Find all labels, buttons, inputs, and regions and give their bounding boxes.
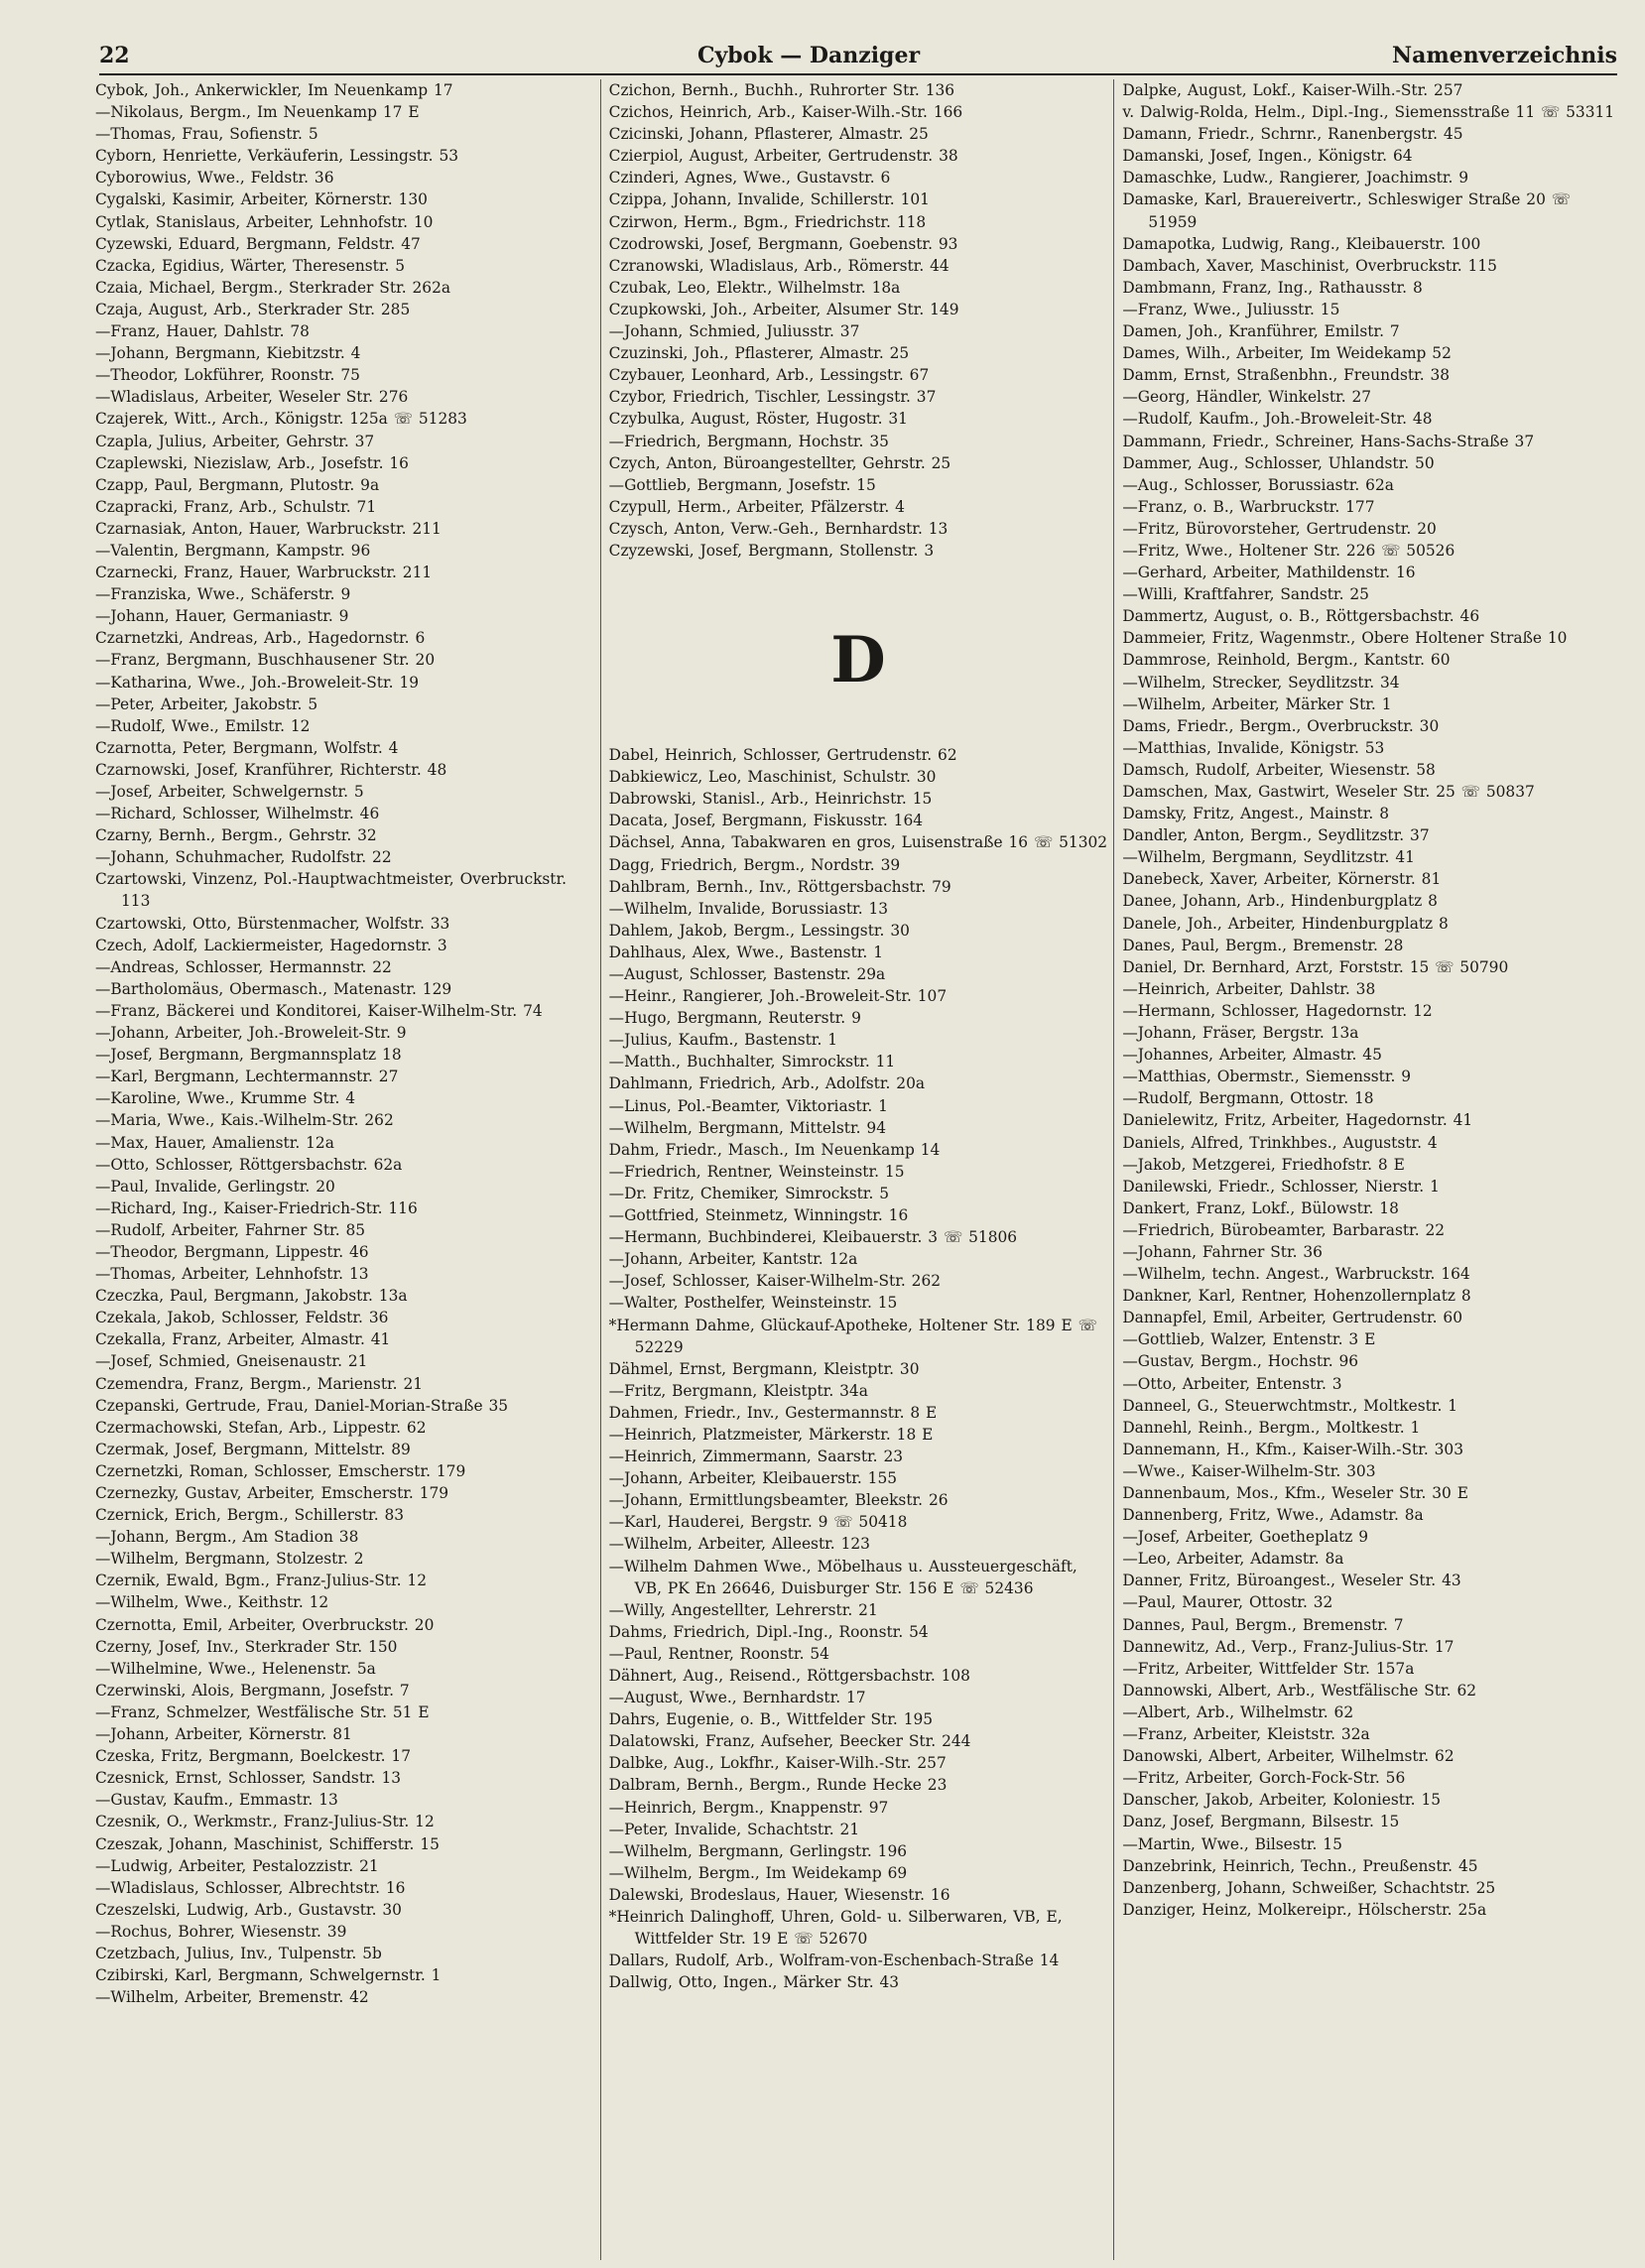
directory-entry: Czichos, Heinrich, Arb., Kaiser-Wilh.-Str. 166 <box>608 103 963 122</box>
directory-entry: —Paul, Rentner, Roonstr. 54 <box>608 1644 829 1663</box>
directory-entry: —Wilhelmine, Wwe., Helenenstr. 5a <box>95 1659 376 1678</box>
directory-entry: Czranowski, Wladislaus, Arb., Römerstr. 44 <box>608 256 949 275</box>
directory-entry: Cygalski, Kasimir, Arbeiter, Körnerstr. 130 <box>95 190 428 209</box>
directory-entry: —Jakob, Metzgerei, Friedhofstr. 8 E <box>1122 1155 1405 1174</box>
directory-entry: Czarnecki, Franz, Hauer, Warbruckstr. 211 <box>95 564 433 582</box>
directory-entry: —Gustav, Kaufm., Emmastr. 13 <box>95 1791 338 1810</box>
directory-entry: Damanski, Josef, Ingen., Königstr. 64 <box>1122 147 1413 166</box>
directory-entry: —Wilhelm, Strecker, Seydlitzstr. 34 <box>1122 673 1400 692</box>
directory-entry: —Katharina, Wwe., Joh.-Broweleit-Str. 19 <box>95 673 420 692</box>
page-number: 22 <box>99 43 130 68</box>
directory-entry: Czarnowski, Josef, Kranführer, Richterstr. 48 <box>95 760 447 779</box>
directory-entry: Czybauer, Leonhard, Arb., Lessingstr. 67 <box>608 366 930 385</box>
directory-entry: Czermachowski, Stefan, Arb., Lippestr. 62 <box>95 1418 427 1437</box>
directory-entry: Dalewski, Brodeslaus, Hauer, Wiesenstr. 16 <box>608 1885 950 1904</box>
directory-entry: —Josef, Bergmann, Bergmannsplatz 18 <box>95 1046 402 1065</box>
directory-entry: Cybok, Joh., Ankerwickler, Im Neuenkamp 17 <box>95 81 453 99</box>
directory-entry: Dahlmann, Friedrich, Arb., Adolfstr. 20a <box>608 1074 926 1093</box>
directory-entry: —Johann, Arbeiter, Joh.-Broweleit-Str. 9 <box>95 1024 407 1043</box>
directory-entry: —Karl, Hauderei, Bergstr. 9 ☏ 50418 <box>608 1513 908 1532</box>
directory-entry: —Franz, o. B., Warbruckstr. 177 <box>1122 497 1375 516</box>
directory-entry: —Friedrich, Bürobeamter, Barbarastr. 22 <box>1122 1220 1446 1239</box>
directory-entry: Czerny, Josef, Inv., Sterkrader Str. 150 <box>95 1637 398 1656</box>
directory-entry: Dannes, Paul, Bergm., Bremenstr. 7 <box>1122 1615 1404 1634</box>
directory-entry: Daniel, Dr. Bernhard, Arzt, Forststr. 15 ☏ 50790 <box>1122 957 1509 976</box>
directory-entry: Czirwon, Herm., Bgm., Friedrichstr. 118 <box>608 212 927 231</box>
directory-entry: —Johann, Fräser, Bergstr. 13a <box>1122 1024 1359 1043</box>
directory-entry: —Johann, Schuhmacher, Rudolfstr. 22 <box>95 848 392 867</box>
directory-entry: Czeska, Fritz, Bergmann, Boelckestr. 17 <box>95 1747 411 1766</box>
directory-entry: Danele, Joh., Arbeiter, Hindenburgplatz 8 <box>1122 914 1449 933</box>
directory-entry: —Otto, Arbeiter, Entenstr. 3 <box>1122 1374 1342 1393</box>
directory-entry: Dannehl, Reinh., Bergm., Moltkestr. 1 <box>1122 1418 1421 1437</box>
directory-entry: —Thomas, Arbeiter, Lehnhofstr. 13 <box>95 1265 369 1284</box>
directory-entry: Dahlhaus, Alex, Wwe., Bastenstr. 1 <box>608 943 884 961</box>
directory-entry: —Paul, Maurer, Ottostr. 32 <box>1122 1593 1333 1612</box>
directory-entry: Cyborowius, Wwe., Feldstr. 36 <box>95 169 334 188</box>
directory-entry: —Ludwig, Arbeiter, Pestalozzistr. 21 <box>95 1856 379 1875</box>
directory-entry: Dalbram, Bernh., Bergm., Runde Hecke 23 <box>608 1776 948 1795</box>
directory-entry: —Gustav, Bergm., Hochstr. 96 <box>1122 1352 1359 1371</box>
directory-entry: Czarnasiak, Anton, Hauer, Warbruckstr. 211 <box>95 519 442 538</box>
directory-entry: —Johann, Arbeiter, Kantstr. 12a <box>608 1250 858 1269</box>
name-range: Cybok — Danziger <box>696 43 921 68</box>
directory-entry: —Johann, Arbeiter, Körnerstr. 81 <box>95 1725 352 1744</box>
directory-entry: —Wilhelm, techn. Angest., Warbruckstr. 164 <box>1122 1265 1470 1284</box>
directory-entry: —Walter, Posthelfer, Weinsteinstr. 15 <box>608 1294 898 1313</box>
directory-entry: Danee, Johann, Arb., Hindenburgplatz 8 <box>1122 892 1438 911</box>
directory-entry: Czinderi, Agnes, Wwe., Gustavstr. 6 <box>608 169 891 188</box>
directory-entry: Czesnik, O., Werkmstr., Franz-Julius-Str. 12 <box>95 1813 435 1831</box>
directory-entry: Czeszelski, Ludwig, Arb., Gustavstr. 30 <box>95 1900 402 1919</box>
directory-entry: Cyzewski, Eduard, Bergmann, Feldstr. 47 <box>95 234 421 253</box>
directory-entry: —Fritz, Bürovorsteher, Gertrudenstr. 20 <box>1122 519 1437 538</box>
directory-entry: —August, Wwe., Bernhardstr. 17 <box>608 1689 866 1707</box>
directory-entry: Dambmann, Franz, Ing., Rathausstr. 8 <box>1122 278 1423 297</box>
directory-entry: Damaschke, Ludw., Rangierer, Joachimstr. 9 <box>1122 169 1469 188</box>
directory-entry: —Georg, Händler, Winkelstr. 27 <box>1122 388 1372 407</box>
directory-entry: —Andreas, Schlosser, Hermannstr. 22 <box>95 957 392 976</box>
directory-entry: —Gottfried, Steinmetz, Winningstr. 16 <box>608 1206 909 1225</box>
directory-entry: —Wladislaus, Schlosser, Albrechtstr. 16 <box>95 1878 406 1897</box>
directory-entry: —Paul, Invalide, Gerlingstr. 20 <box>95 1177 335 1196</box>
directory-entry: Czapracki, Franz, Arb., Schulstr. 71 <box>95 497 377 516</box>
directory-entry: —Franz, Schmelzer, Westfälische Str. 51 E <box>95 1702 430 1721</box>
directory-entry: Czicinski, Johann, Pflasterer, Almastr. 25 <box>608 125 929 144</box>
directory-entry: —Hermann, Buchbinderei, Kleibauerstr. 3 ☏ 51806 <box>608 1228 1018 1247</box>
directory-entry: Dahlem, Jakob, Bergm., Lessingstr. 30 <box>608 921 910 940</box>
directory-entry: —Theodor, Lokführer, Roonstr. 75 <box>95 366 360 385</box>
directory-entry: Czupkowski, Joh., Arbeiter, Alsumer Str. 149 <box>608 300 959 318</box>
directory-entry: —Hermann, Schlosser, Hagedornstr. 12 <box>1122 1001 1433 1020</box>
directory-entry: —Leo, Arbeiter, Adamstr. 8a <box>1122 1550 1344 1569</box>
directory-entry: Czekala, Jakob, Schlosser, Feldstr. 36 <box>95 1309 389 1327</box>
directory-entry: —Wilhelm, Arbeiter, Alleestr. 123 <box>608 1535 870 1554</box>
directory-entry: Czapp, Paul, Bergmann, Plutostr. 9a <box>95 475 380 494</box>
directory-entry: Czippa, Johann, Invalide, Schillerstr. 101 <box>608 190 930 209</box>
directory-entry: —Fritz, Bergmann, Kleistptr. 34a <box>608 1381 868 1400</box>
directory-entry: —Josef, Arbeiter, Goetheplatz 9 <box>1122 1528 1369 1547</box>
directory-entry: —Peter, Arbeiter, Jakobstr. 5 <box>95 694 318 713</box>
directory-entry: —Fritz, Arbeiter, Wittfelder Str. 157a <box>1122 1659 1415 1678</box>
directory-entry: —Julius, Kaufm., Bastenstr. 1 <box>608 1031 838 1050</box>
directory-entry: —Richard, Ing., Kaiser-Friedrich-Str. 116 <box>95 1198 418 1217</box>
directory-entry: —Peter, Invalide, Schachtstr. 21 <box>608 1820 860 1838</box>
directory-entry: —Dr. Fritz, Chemiker, Simrockstr. 5 <box>608 1184 890 1202</box>
directory-entry: Dannapfel, Emil, Arbeiter, Gertrudenstr. 60 <box>1122 1309 1462 1327</box>
directory-entry: —Max, Hauer, Amalienstr. 12a <box>95 1133 334 1152</box>
directory-entry: Dannenberg, Fritz, Wwe., Adamstr. 8a <box>1122 1506 1424 1525</box>
directory-entry: Dagg, Friedrich, Bergm., Nordstr. 39 <box>608 855 901 874</box>
directory-entry: —Wwe., Kaiser-Wilhelm-Str. 303 <box>1122 1461 1376 1480</box>
directory-entry: —Bartholomäus, Obermasch., Matenastr. 129 <box>95 979 452 998</box>
directory-entry: Czierpiol, August, Arbeiter, Gertrudenstr. 38 <box>608 147 958 166</box>
directory-entry: —Franziska, Wwe., Schäferstr. 9 <box>95 585 351 604</box>
directory-entry: —Franz, Hauer, Dahlstr. 78 <box>95 322 310 341</box>
directory-entry: —Richard, Schlosser, Wilhelmstr. 46 <box>95 805 380 823</box>
directory-entry: —Heinrich, Bergm., Knappenstr. 97 <box>608 1798 889 1817</box>
directory-entry: —Rudolf, Kaufm., Joh.-Broweleit-Str. 48 <box>1122 410 1433 429</box>
directory-entry: Czeszak, Johann, Maschinist, Schifferstr. 15 <box>95 1834 440 1853</box>
directory-entry: Damschen, Max, Gastwirt, Weseler Str. 25 ☏ 50837 <box>1122 783 1535 801</box>
section-letter: D <box>830 623 886 698</box>
directory-entry: Dambach, Xaver, Maschinist, Overbruckstr. 115 <box>1122 256 1497 275</box>
directory-entry: —Otto, Schlosser, Röttgersbachstr. 62a <box>95 1155 403 1174</box>
directory-entry: Damapotka, Ludwig, Rang., Kleibauerstr. 100 <box>1122 234 1481 253</box>
directory-entry: —Willi, Kraftfahrer, Sandstr. 25 <box>1122 585 1369 604</box>
directory-entry: Czyzewski, Josef, Bergmann, Stollenstr. 3 <box>608 541 935 560</box>
directory-entry: Czermak, Josef, Bergmann, Mittelstr. 89 <box>95 1440 411 1458</box>
directory-entry: Dähnert, Aug., Reisend., Röttgersbachstr. 108 <box>608 1667 970 1685</box>
directory-entry: Dahmen, Friedr., Inv., Gestermannstr. 8 E <box>608 1403 938 1422</box>
directory-entry: —Johann, Bergm., Am Stadion 38 <box>95 1528 359 1547</box>
directory-entry: —Maria, Wwe., Kais.-Wilhelm-Str. 262 <box>95 1111 394 1130</box>
directory-entry: Czepanski, Gertrude, Frau, Daniel-Morian-Straße 35 <box>95 1396 509 1415</box>
directory-entry: Czypull, Herm., Arbeiter, Pfälzerstr. 4 <box>608 497 905 516</box>
directory-entry: Dahms, Friedrich, Dipl.-Ing., Roonstr. 54 <box>608 1622 929 1641</box>
directory-entry: —Friedrich, Rentner, Weinsteinstr. 15 <box>608 1162 905 1181</box>
section-title: Namenverzeichnis <box>1392 43 1617 68</box>
directory-entry: v. Dalwig-Rolda, Helm., Dipl.-Ing., Siemensstraße 11 ☏ 53311 <box>1122 103 1615 122</box>
directory-entry: Dallwig, Otto, Ingen., Märker Str. 43 <box>608 1973 900 1992</box>
directory-entry: Dammer, Aug., Schlosser, Uhlandstr. 50 <box>1122 453 1435 472</box>
directory-entry: —Karoline, Wwe., Krumme Str. 4 <box>95 1089 356 1108</box>
directory-entry: Danowski, Albert, Arbeiter, Wilhelmstr. 62 <box>1122 1747 1455 1766</box>
directory-entry: Damann, Friedr., Schrnr., Ranenbergstr. 45 <box>1122 125 1463 144</box>
directory-entry: —Wilhelm, Invalide, Borussiastr. 13 <box>608 899 889 918</box>
directory-entry: Czernetzki, Roman, Schlosser, Emscherstr. 179 <box>95 1461 466 1480</box>
directory-entry: —Willy, Angestellter, Lehrerstr. 21 <box>608 1600 878 1619</box>
directory-entry: Danscher, Jakob, Arbeiter, Koloniestr. 15 <box>1122 1791 1442 1810</box>
directory-entry: Czekalla, Franz, Arbeiter, Almastr. 41 <box>95 1330 391 1349</box>
directory-entry: Dalpke, August, Lokf., Kaiser-Wilh.-Str. 257 <box>1122 81 1463 99</box>
directory-entry: —Rudolf, Wwe., Emilstr. 12 <box>95 716 311 735</box>
directory-entry: —Josef, Arbeiter, Schwelgernstr. 5 <box>95 783 364 801</box>
directory-entry: —Albert, Arb., Wilhelmstr. 62 <box>1122 1702 1354 1721</box>
directory-entry: —August, Schlosser, Bastenstr. 29a <box>608 965 886 983</box>
directory-entry: *Hermann Dahme, Glückauf-Apotheke, Holtener Str. 189 E ☏ 52229 <box>608 1316 1097 1356</box>
directory-entry: —Wilhelm, Arbeiter, Bremenstr. 42 <box>95 1988 369 2007</box>
directory-entry: Czybulka, August, Röster, Hugostr. 31 <box>608 410 908 429</box>
directory-entry: *Heinrich Dalinghoff, Uhren, Gold- u. Silberwaren, VB, E, Wittfelder Str. 19 E ☏ 52670 <box>608 1908 1063 1949</box>
directory-entry: —Friedrich, Bergmann, Hochstr. 35 <box>608 432 889 450</box>
directory-entry: Czuzinski, Joh., Pflasterer, Almastr. 25 <box>608 344 910 363</box>
directory-entry: Czybor, Friedrich, Tischler, Lessingstr. 37 <box>608 388 937 407</box>
directory-entry: —Johann, Fahrner Str. 36 <box>1122 1242 1323 1261</box>
directory-entry: Danes, Paul, Bergm., Bremenstr. 28 <box>1122 936 1404 954</box>
directory-entry: Dammertz, August, o. B., Röttgersbachstr. 46 <box>1122 607 1480 626</box>
directory-entry: Danz, Josef, Bergmann, Bilsestr. 15 <box>1122 1813 1400 1831</box>
directory-entry: —Wilhelm, Bergmann, Mittelstr. 94 <box>608 1118 886 1137</box>
directory-entry: Dacata, Josef, Bergmann, Fiskusstr. 164 <box>608 812 924 830</box>
directory-entry: Damsch, Rudolf, Arbeiter, Wiesenstr. 58 <box>1122 760 1436 779</box>
directory-entry: Dahlbram, Bernh., Inv., Röttgersbachstr. 79 <box>608 877 951 896</box>
column-2 <box>600 79 1108 2260</box>
directory-entry: —Aug., Schlosser, Borussiastr. 62a <box>1122 475 1394 494</box>
directory-entry: Danilewski, Friedr., Schlosser, Nierstr. 1 <box>1122 1177 1440 1196</box>
directory-entry: Czemendra, Franz, Bergm., Marienstr. 21 <box>95 1374 424 1393</box>
directory-entry: Dalatowski, Franz, Aufseher, Beecker Str. 244 <box>608 1732 971 1751</box>
directory-entry: Dannewitz, Ad., Verp., Franz-Julius-Str. 17 <box>1122 1637 1455 1656</box>
column-1 <box>95 79 594 2260</box>
directory-entry: Czarnetzki, Andreas, Arb., Hagedornstr. 6 <box>95 629 426 648</box>
directory-entry: Czaplewski, Niezislaw, Arb., Josefstr. 16 <box>95 453 409 472</box>
directory-entry: Danziger, Heinz, Molkereipr., Hölscherstr. 25a <box>1122 1900 1487 1919</box>
directory-entry: Dankert, Franz, Lokf., Bülowstr. 18 <box>1122 1198 1399 1217</box>
directory-entry: —Wilhelm Dahmen Wwe., Möbelhaus u. Aussteuergeschäft, VB, PK En 26646, Duisburger Str. 156 E ☏ 52436 <box>608 1557 1077 1597</box>
directory-entry: Daniels, Alfred, Trinkhbes., Auguststr. 4 <box>1122 1133 1438 1152</box>
directory-entry: Dannemann, H., Kfm., Kaiser-Wilh.-Str. 303 <box>1122 1440 1464 1458</box>
directory-entry: Dähmel, Ernst, Bergmann, Kleistptr. 30 <box>608 1359 920 1378</box>
column-2-c-entries <box>609 79 1108 562</box>
directory-entry: —Gottlieb, Walzer, Entenstr. 3 E <box>1122 1330 1376 1349</box>
directory-entry: Damen, Joh., Kranführer, Emilstr. 7 <box>1122 322 1400 341</box>
directory-entry: —Johann, Ermittlungsbeamter, Bleekstr. 26 <box>608 1491 949 1510</box>
directory-entry: Dalbke, Aug., Lokfhr., Kaiser-Wilh.-Str. 257 <box>608 1754 947 1773</box>
directory-entry: Cyborn, Henriette, Verkäuferin, Lessingstr. 53 <box>95 147 459 166</box>
directory-entry: Czarnotta, Peter, Bergmann, Wolfstr. 4 <box>95 738 399 757</box>
directory-entry: Dandler, Anton, Bergm., Seydlitzstr. 37 <box>1122 826 1430 845</box>
directory-entry: Dahrs, Eugenie, o. B., Wittfelder Str. 195 <box>608 1710 934 1729</box>
directory-entry: Danzebrink, Heinrich, Techn., Preußenstr. 45 <box>1122 1856 1478 1875</box>
directory-entry: —Gerhard, Arbeiter, Mathildenstr. 16 <box>1122 564 1416 582</box>
directory-entry: —Heinrich, Platzmeister, Märkerstr. 18 E <box>608 1425 934 1444</box>
directory-entry: Czeczka, Paul, Bergmann, Jakobstr. 13a <box>95 1287 408 1306</box>
directory-entry: —Rochus, Bohrer, Wiesenstr. 39 <box>95 1922 347 1941</box>
directory-entry: —Josef, Schlosser, Kaiser-Wilhelm-Str. 262 <box>608 1272 942 1291</box>
directory-entry: —Theodor, Bergmann, Lippestr. 46 <box>95 1242 369 1261</box>
directory-entry: —Wilhelm, Arbeiter, Märker Str. 1 <box>1122 694 1392 713</box>
directory-entry: Danner, Fritz, Büroangest., Weseler Str. 43 <box>1122 1572 1461 1590</box>
directory-entry: —Karl, Bergmann, Lechtermannstr. 27 <box>95 1068 399 1086</box>
directory-entry: Dammann, Friedr., Schreiner, Hans-Sachs-Straße 37 <box>1122 432 1535 450</box>
directory-entry: —Josef, Schmied, Gneisenaustr. 21 <box>95 1352 368 1371</box>
directory-entry: —Matth., Buchhalter, Simrockstr. 11 <box>608 1053 896 1071</box>
directory-entry: Czernick, Erich, Bergm., Schillerstr. 83 <box>95 1506 405 1525</box>
directory-entry: —Rudolf, Arbeiter, Fahrner Str. 85 <box>95 1220 366 1239</box>
directory-entry: Czubak, Leo, Elektr., Wilhelmstr. 18a <box>608 278 901 297</box>
directory-entry: Cytlak, Stanislaus, Arbeiter, Lehnhofstr. 10 <box>95 212 434 231</box>
directory-entry: Dames, Wilh., Arbeiter, Im Weidekamp 52 <box>1122 344 1452 363</box>
directory-entry: —Matthias, Obermstr., Siemensstr. 9 <box>1122 1068 1412 1086</box>
directory-entry: Dammrose, Reinhold, Bergm., Kantstr. 60 <box>1122 651 1451 670</box>
directory-entry: Dächsel, Anna, Tabakwaren en gros, Luisenstraße 16 ☏ 51302 <box>608 833 1108 852</box>
directory-entry: Dahm, Friedr., Masch., Im Neuenkamp 14 <box>608 1140 941 1159</box>
directory-entry: —Nikolaus, Bergm., Im Neuenkamp 17 E <box>95 103 420 122</box>
directory-entry: —Wilhelm, Bergmann, Seydlitzstr. 41 <box>1122 848 1415 867</box>
column-3 <box>1113 79 1621 2260</box>
directory-columns <box>95 79 1621 2260</box>
directory-entry: —Wilhelm, Bergmann, Gerlingstr. 196 <box>608 1841 908 1860</box>
directory-entry: Czarny, Bernh., Bergm., Gehrstr. 32 <box>95 826 377 845</box>
directory-entry: —Johannes, Arbeiter, Almastr. 45 <box>1122 1046 1382 1065</box>
directory-entry: —Johann, Arbeiter, Kleibauerstr. 155 <box>608 1469 898 1488</box>
directory-entry: —Johann, Hauer, Germaniastr. 9 <box>95 607 349 626</box>
directory-entry: —Johann, Bergmann, Kiebitzstr. 4 <box>95 344 361 363</box>
directory-entry: Czartowski, Vinzenz, Pol.-Hauptwachtmeister, Overbruckstr. 113 <box>95 870 568 911</box>
directory-entry: Czetzbach, Julius, Inv., Tulpenstr. 5b <box>95 1944 382 1962</box>
directory-entry: —Matthias, Invalide, Königstr. 53 <box>1122 738 1385 757</box>
directory-entry: Czibirski, Karl, Bergmann, Schwelgernstr. 1 <box>95 1966 442 1985</box>
directory-entry: Dams, Friedr., Bergm., Overbruckstr. 30 <box>1122 716 1440 735</box>
directory-entry: Czaia, Michael, Bergm., Sterkrader Str. 262a <box>95 278 451 297</box>
directory-entry: —Hugo, Bergmann, Reuterstr. 9 <box>608 1009 861 1028</box>
directory-entry: Czech, Adolf, Lackiermeister, Hagedornstr. 3 <box>95 936 447 954</box>
directory-entry: —Gottlieb, Bergmann, Josefstr. 15 <box>608 475 876 494</box>
directory-entry: —Johann, Schmied, Juliusstr. 37 <box>608 322 860 341</box>
directory-entry: Czerwinski, Alois, Bergmann, Josefstr. 7 <box>95 1681 410 1700</box>
directory-entry: Czernezky, Gustav, Arbeiter, Emscherstr. 179 <box>95 1484 449 1502</box>
directory-entry: —Heinr., Rangierer, Joh.-Broweleit-Str. 107 <box>608 987 948 1006</box>
directory-entry: Czapla, Julius, Arbeiter, Gehrstr. 37 <box>95 432 375 450</box>
directory-entry: Danneel, G., Steuerwchtmstr., Moltkestr. 1 <box>1122 1396 1458 1415</box>
directory-entry: —Rudolf, Bergmann, Ottostr. 18 <box>1122 1089 1374 1108</box>
directory-entry: Dannowski, Albert, Arb., Westfälische Str. 62 <box>1122 1681 1477 1700</box>
directory-entry: Czichon, Bernh., Buchh., Ruhrorter Str. 136 <box>608 81 955 99</box>
directory-entry: Damsky, Fritz, Angest., Mainstr. 8 <box>1122 805 1389 823</box>
directory-entry: —Heinrich, Arbeiter, Dahlstr. 38 <box>1122 979 1376 998</box>
directory-entry: Czaja, August, Arb., Sterkrader Str. 285 <box>95 300 411 318</box>
directory-entry: Czartowski, Otto, Bürstenmacher, Wolfstr. 33 <box>95 914 450 933</box>
directory-entry: Czajerek, Witt., Arch., Königstr. 125a ☏ 51283 <box>95 410 467 429</box>
column-2-d-entries <box>609 744 1108 1993</box>
directory-entry: —Fritz, Arbeiter, Gorch-Fock-Str. 56 <box>1122 1769 1406 1788</box>
directory-entry: Danielewitz, Fritz, Arbeiter, Hagedornstr. 41 <box>1122 1111 1473 1130</box>
directory-entry: Danebeck, Xaver, Arbeiter, Körnerstr. 81 <box>1122 870 1442 889</box>
directory-entry: Czacka, Egidius, Wärter, Theresenstr. 5 <box>95 256 406 275</box>
directory-entry: —Valentin, Bergmann, Kampstr. 96 <box>95 541 371 560</box>
directory-entry: —Franz, Wwe., Juliusstr. 15 <box>1122 300 1340 318</box>
directory-entry: Dankner, Karl, Rentner, Hohenzollernplatz 8 <box>1122 1287 1471 1306</box>
directory-entry: Czernik, Ewald, Bgm., Franz-Julius-Str. 12 <box>95 1572 428 1590</box>
directory-entry: Czodrowski, Josef, Bergmann, Goebenstr. 93 <box>608 234 958 253</box>
directory-entry: —Wilhelm, Wwe., Keithstr. 12 <box>95 1593 329 1612</box>
directory-entry: —Wilhelm, Bergm., Im Weidekamp 69 <box>608 1863 908 1882</box>
directory-entry: Damaske, Karl, Brauereivertr., Schleswiger Straße 20 ☏ 51959 <box>1122 190 1571 231</box>
directory-entry: Dabkiewicz, Leo, Maschinist, Schulstr. 30 <box>608 768 937 787</box>
directory-entry: Dabel, Heinrich, Schlosser, Gertrudenstr. 62 <box>608 746 957 765</box>
directory-entry: Czesnick, Ernst, Schlosser, Sandstr. 13 <box>95 1769 402 1788</box>
directory-entry: —Martin, Wwe., Bilsestr. 15 <box>1122 1834 1342 1853</box>
directory-entry: —Franz, Bergmann, Buschhausener Str. 20 <box>95 651 436 670</box>
directory-entry: Dammeier, Fritz, Wagenmstr., Obere Holtener Straße 10 <box>1122 629 1568 648</box>
directory-entry: —Linus, Pol.-Beamter, Viktoriastr. 1 <box>608 1096 888 1115</box>
directory-entry: Czysch, Anton, Verw.-Geh., Bernhardstr. 13 <box>608 519 949 538</box>
directory-entry: —Franz, Arbeiter, Kleiststr. 32a <box>1122 1725 1370 1744</box>
directory-entry: Dannenbaum, Mos., Kfm., Weseler Str. 30 E <box>1122 1484 1468 1502</box>
directory-entry: —Wilhelm, Bergmann, Stolzestr. 2 <box>95 1550 364 1569</box>
directory-entry: —Franz, Bäckerei und Konditorei, Kaiser-Wilhelm-Str. 74 <box>95 1001 543 1020</box>
page-header <box>99 38 1617 75</box>
directory-entry: —Heinrich, Zimmermann, Saarstr. 23 <box>608 1448 904 1466</box>
directory-entry: —Thomas, Frau, Sofienstr. 5 <box>95 125 318 144</box>
directory-entry: Dallars, Rudolf, Arb., Wolfram-von-Eschenbach-Straße 14 <box>608 1952 1060 1970</box>
directory-entry: —Fritz, Wwe., Holtener Str. 226 ☏ 50526 <box>1122 541 1455 560</box>
directory-entry: —Wladislaus, Arbeiter, Weseler Str. 276 <box>95 388 409 407</box>
directory-entry: Czych, Anton, Büroangestellter, Gehrstr. 25 <box>608 453 951 472</box>
directory-entry: Czernotta, Emil, Arbeiter, Overbruckstr. 20 <box>95 1615 435 1634</box>
directory-entry: Danzenberg, Johann, Schweißer, Schachtstr. 25 <box>1122 1878 1496 1897</box>
directory-entry: Dabrowski, Stanisl., Arb., Heinrichstr. 15 <box>608 790 933 809</box>
directory-entry: Damm, Ernst, Straßenbhn., Freundstr. 38 <box>1122 366 1451 385</box>
